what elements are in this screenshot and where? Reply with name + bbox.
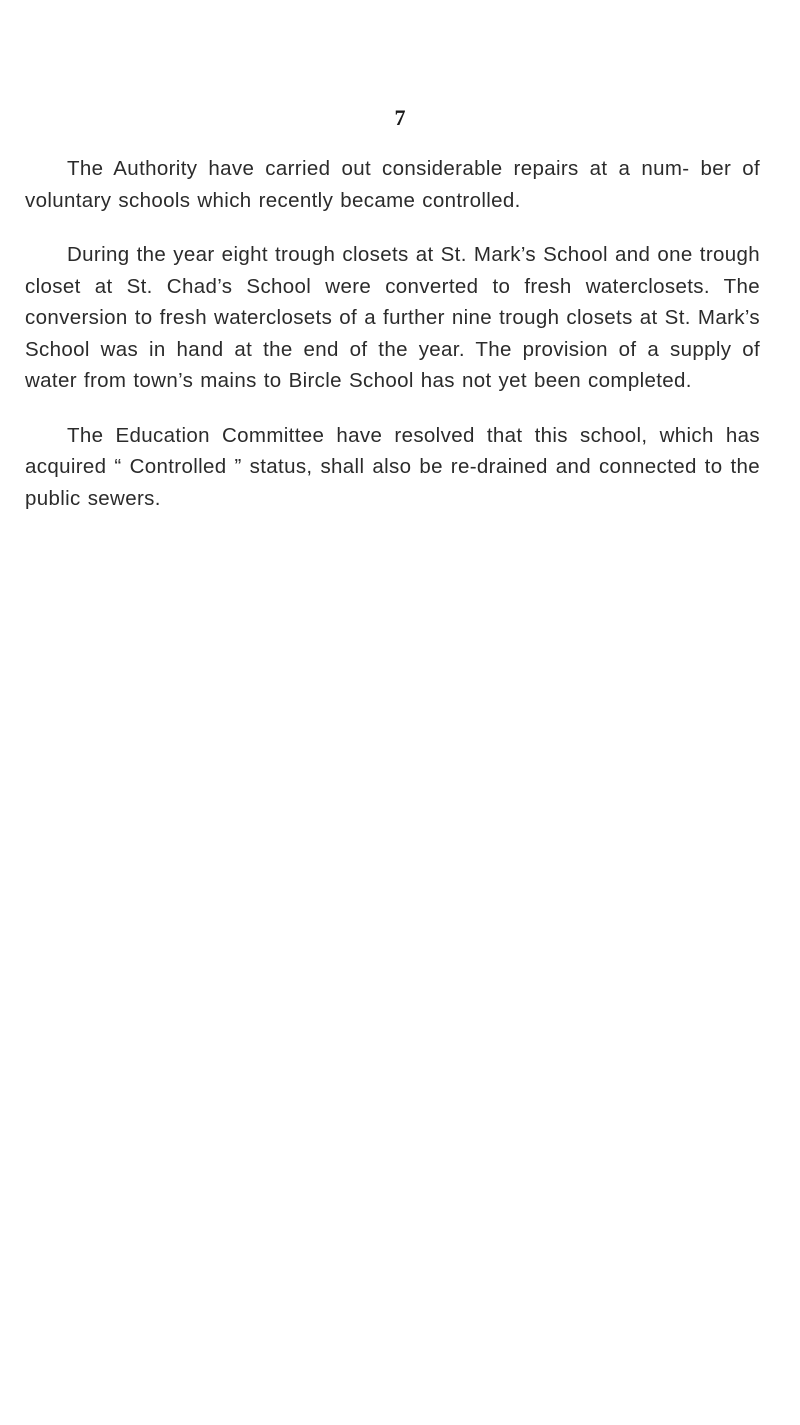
paragraph-education-committee: The Education Committee have resolved that this school, which has acquired “ Controlled ” status, shall also be re-drained and connected to the public sewers. bbox=[25, 423, 760, 510]
body-text bbox=[25, 153, 760, 514]
paragraph-trough-closets: During the year eight trough closets at St. Mark’s School and one trough closet at St. Chad’s School were converted to fresh waterclosets. The conversion to fresh waterclosets of a further nine trough closets at St. Mark’s School was in hand at the end of the year. The provision of a supply of water from town’s mains to Bircle School has not yet been completed. bbox=[25, 243, 760, 392]
page-number: 7 bbox=[394, 105, 406, 130]
paragraph-repairs: The Authority have carried out considerable repairs at a num- ber of voluntary schools which recently became controlled. bbox=[25, 157, 760, 212]
